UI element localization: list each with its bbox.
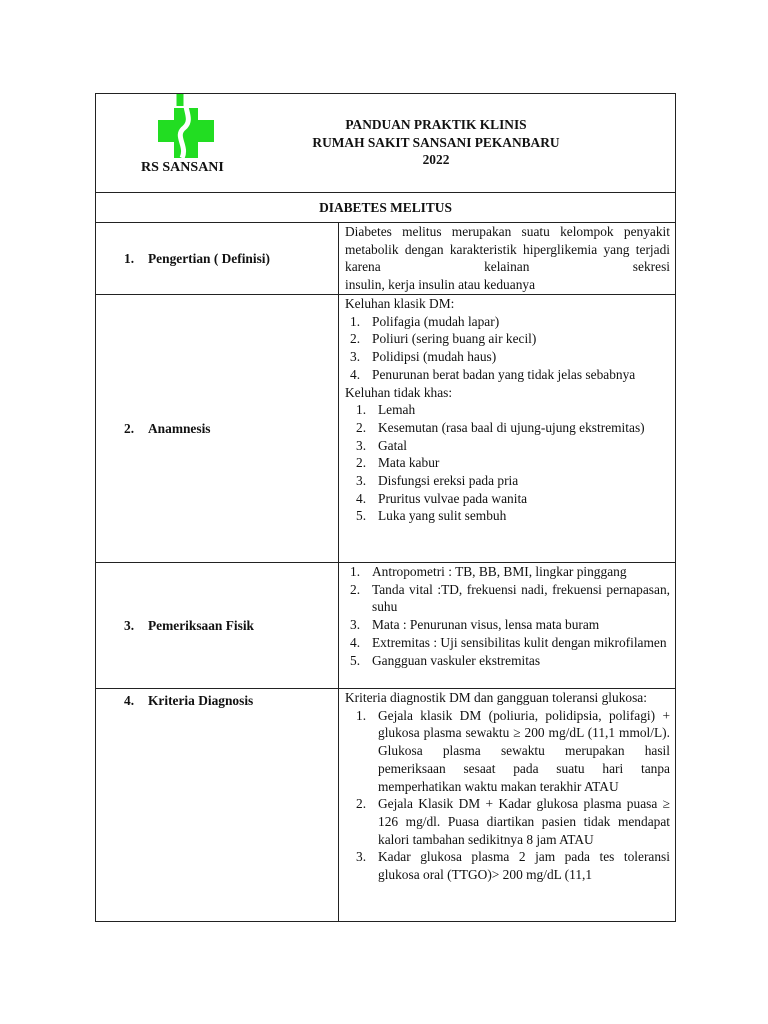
title-line-1: PANDUAN PRAKTIK KLINIS — [345, 117, 527, 132]
list-item-text: Mata : Penurunan visus, lensa mata buram — [372, 617, 600, 633]
kriteria-diagnosis-list — [345, 707, 670, 884]
list-item-number: 1. — [356, 402, 367, 418]
list-item-text: Gejala klasik DM (poliuria, polidipsia, polifagi) + glukosa plasma sewaktu ≥ 200 mg/dL (11,1 mmol/L). Glukosa plasma sewaktu merupakan hasil pemeriksaan sesaat pada suatu hari tanpa memperhatikan waktu makan terakhir ATAU — [378, 707, 670, 794]
list-item-number: 2. — [356, 419, 367, 435]
list-item-text: Gejala Klasik DM + Kadar glukosa plasma puasa ≥ 126 mg/dl. Puasa diartikan pasien tidak mendapat kalori tambahan sedikitnya 8 jam ATAU — [378, 796, 670, 847]
list-item-text: Disfungsi ereksi pada pria — [378, 473, 519, 489]
list-item — [345, 563, 670, 581]
list-item-number: 4. — [356, 490, 367, 506]
list-item — [345, 507, 670, 525]
pemeriksaan-fisik-list — [345, 563, 670, 669]
list-item-text: Antropometri : TB, BB, BMI, lingkar pinggang — [372, 564, 627, 579]
list-item-number: 3. — [350, 617, 361, 633]
fisik-content — [339, 563, 676, 689]
list-item-text: Mata kabur — [378, 455, 440, 471]
list-item — [345, 707, 670, 796]
document-title — [306, 116, 566, 169]
list-item-number: 4. — [350, 634, 361, 650]
list-item-number: 2. — [350, 581, 361, 597]
row-label-definisi: 1. Pengertian ( Definisi) — [96, 223, 339, 295]
list-item — [345, 348, 670, 366]
list-item-text: Luka yang sulit sembuh — [378, 508, 507, 524]
list-item — [345, 330, 670, 348]
list-item — [345, 313, 670, 331]
hospital-name: RS SANSANI — [141, 160, 224, 175]
list-item — [345, 437, 670, 455]
list-item-number: 3. — [356, 437, 367, 453]
list-item-number: 3. — [356, 849, 367, 865]
kriteria-content — [339, 689, 676, 922]
list-item-number: 5. — [350, 652, 361, 668]
list-item-number: 5. — [356, 508, 367, 524]
list-item-text: Gangguan vaskuler ekstremitas — [372, 652, 541, 668]
row-label-fisik: 3. Pemeriksaan Fisik — [96, 563, 339, 689]
list-item-text: Penurunan berat badan yang tidak jelas sebabnya — [372, 366, 636, 382]
row-label-anamnesis: 2. Anamnesis — [96, 295, 339, 563]
list-item-text: Poliuri (sering buang air kecil) — [372, 331, 537, 347]
keluhan-klasik-heading: Keluhan klasik DM: — [345, 296, 455, 311]
anamnesis-content — [339, 295, 676, 563]
list-item-text: Gatal — [378, 437, 407, 453]
list-item — [345, 401, 670, 419]
list-item — [345, 472, 670, 490]
list-item-text: Polifagia (mudah lapar) — [372, 313, 500, 329]
list-item-text: Kadar glukosa plasma 2 jam pada tes toleransi glukosa oral (TTGO)> 200 mg/dL (11,1 — [378, 849, 670, 883]
list-item-text: Tanda vital :TD, frekuensi nadi, frekuensi pernapasan, suhu — [372, 581, 670, 615]
list-item-number: 1. — [350, 313, 361, 329]
clinical-guide-table — [95, 93, 676, 922]
kriteria-intro: Kriteria diagnostik DM dan gangguan toleransi glukosa: — [345, 690, 647, 705]
title-line-3: 2022 — [422, 152, 450, 167]
hospital-cross-logo-icon — [154, 94, 218, 158]
list-item — [345, 652, 670, 670]
title-line-2: RUMAH SAKIT SANSANI PEKANBARU — [312, 134, 560, 150]
keluhan-klasik-list — [345, 313, 670, 384]
list-item-number: 2. — [356, 455, 367, 471]
list-item — [345, 848, 670, 883]
keluhan-tidak-khas-list — [345, 401, 670, 525]
list-item-number: 1. — [350, 564, 361, 579]
definisi-text: Diabetes melitus merupakan suatu kelompok penyakit metabolik dengan karakteristik hiperglikemia yang terjadi karena kelainan sekresi insulin, kerja insulin atau keduanya — [345, 224, 670, 293]
document-page — [95, 93, 675, 922]
list-item — [345, 454, 670, 472]
list-item-number: 3. — [356, 473, 367, 489]
list-item — [345, 581, 670, 616]
list-item-number: 2. — [356, 796, 367, 812]
list-item — [345, 366, 670, 384]
list-item-text: Lemah — [378, 402, 416, 418]
list-item — [345, 795, 670, 848]
section-title: DIABETES MELITUS — [96, 193, 676, 223]
list-item — [345, 419, 670, 437]
list-item-text: Kesemutan (rasa baal di ujung-ujung ekstremitas) — [378, 419, 645, 435]
list-item-number: 3. — [350, 349, 361, 365]
list-item-text: Extremitas : Uji sensibilitas kulit dengan mikrofilamen — [372, 634, 667, 650]
list-item — [345, 616, 670, 634]
document-header — [96, 94, 676, 193]
list-item-number: 4. — [350, 366, 361, 382]
row-label-kriteria: 4. Kriteria Diagnosis — [96, 689, 339, 922]
list-item — [345, 490, 670, 508]
keluhan-tidak-khas-heading: Keluhan tidak khas: — [345, 384, 453, 400]
definisi-content — [339, 223, 676, 295]
list-item-number: 2. — [350, 331, 361, 347]
list-item-text: Pruritus vulvae pada wanita — [378, 490, 528, 506]
list-item — [345, 634, 670, 652]
list-item-number: 1. — [356, 707, 367, 723]
list-item-text: Polidipsi (mudah haus) — [372, 349, 497, 365]
